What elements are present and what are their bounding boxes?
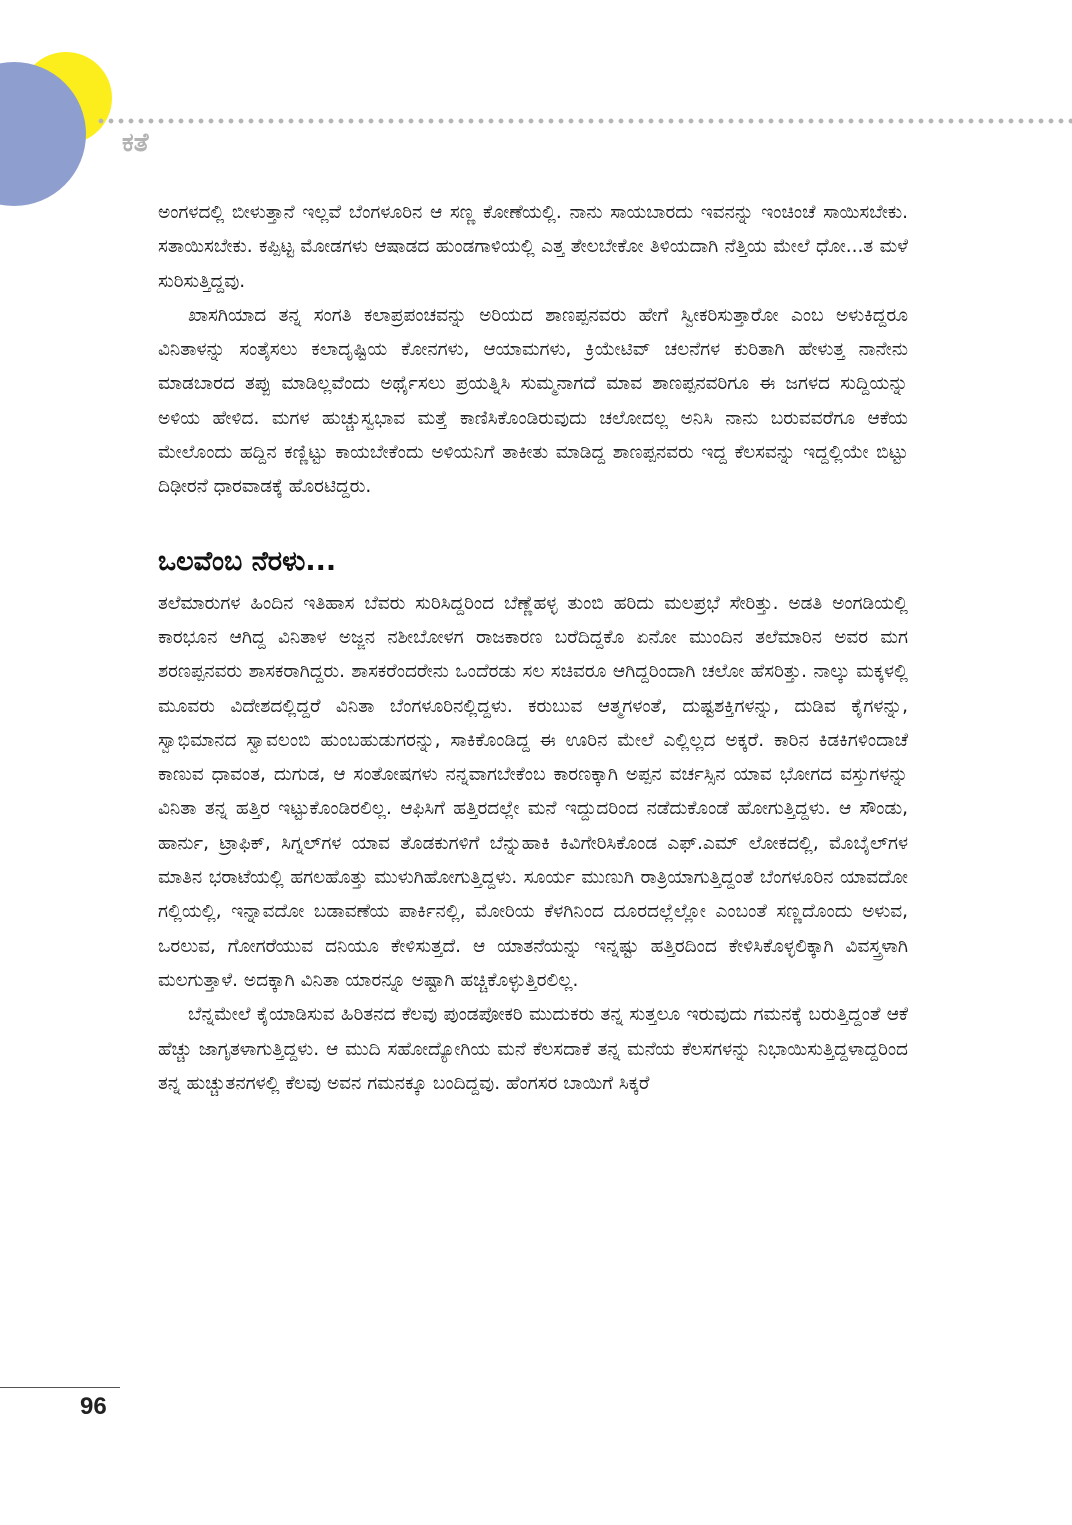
page-number: 96 [80, 1393, 107, 1420]
section-heading: ಒಲವೆಂಬ ನೆರಳು... [158, 545, 337, 577]
paragraph-3: ತಲೆಮಾರುಗಳ ಹಿಂದಿನ ಇತಿಹಾಸ ಬೆವರು ಸುರಿಸಿದ್ದರಿಂದ ಬೆಣ್ಣೆಹಳ್ಳ ತುಂಬಿ ಹರಿದು ಮಲಪ್ರಭೆ ಸೇರಿತ್ತು. ಅಡತಿ ಅಂಗಡಿಯಲ್ಲಿ ಕಾರಭೂನ ಆಗಿದ್ದ ವಿನಿತಾಳ ಅಜ್ಜನ ನಶೀಬೋಳಗ ರಾಜಕಾರಣ ಬರೆದಿದ್ದಕೊ ಏನೋ ಮುಂದಿನ ತಲೆಮಾರಿನ ಅವರ ಮಗ ಶರಣಪ್ಪನವರು ಶಾಸಕರಾಗಿದ್ದರು. ಶಾಸಕರೆಂದರೇನು ಒಂದೆರಡು ಸಲ ಸಚಿವರೂ ಆಗಿದ್ದರಿಂದಾಗಿ ಚಲೋ ಹೆಸರಿತ್ತು. ನಾಲ್ಕು ಮಕ್ಕಳಲ್ಲಿ ಮೂವರು ವಿದೇಶದಲ್ಲಿದ್ದರೆ ವಿನಿತಾ ಬೆಂಗಳೂರಿನಲ್ಲಿದ್ದಳು. ಕರುಬುವ ಆತ್ಮಗಳಂತೆ, ದುಷ್ಟಶಕ್ತಿಗಳನ್ನು, ದುಡಿವ ಕೈಗಳನ್ನು, ಸ್ವಾಭಿಮಾನದ ಸ್ವಾವಲಂಬಿ ಹುಂಬಹುಡುಗರನ್ನು, ಸಾಕಿಕೊಂಡಿದ್ದ ಈ ಊರಿನ ಮೇಲೆ ಎಲ್ಲಿಲ್ಲದ ಅಕ್ಕರೆ. ಕಾರಿನ ಕಿಡಕಿಗಳಿಂದಾಚೆ ಕಾಣುವ ಧಾವಂತ, ದುಗುಡ, ಆ ಸಂತೋಷಗಳು ನನ್ನವಾಗಬೇಕೆಂಬ ಕಾರಣಕ್ಕಾಗಿ ಅಪ್ಪನ ವರ್ಚಸ್ಸಿನ ಯಾವ ಭೋಗದ ವಸ್ತುಗಳನ್ನು ವಿನಿತಾ ತನ್ನ ಹತ್ತಿರ ಇಟ್ಟುಕೊಂಡಿರಲಿಲ್ಲ. ಆಫಿಸಿಗೆ ಹತ್ತಿರದಲ್ಲೇ ಮನೆ ಇದ್ದುದರಿಂದ ನಡೆದುಕೊಂಡೆ ಹೋಗುತ್ತಿದ್ದಳು. ಆ ಸೌಂಡು, ಹಾರ್ನು, ಟ್ರಾಫಿಕ್, ಸಿಗ್ನಲ್‌ಗಳ ಯಾವ ತೊಡಕುಗಳಿಗೆ ಬೆನ್ನುಹಾಕಿ ಕಿವಿಗೇರಿಸಿಕೊಂಡ ಎಫ್.ಎಮ್ ಲೋಕದಲ್ಲಿ, ಮೊಬೈಲ್‌ಗಳ ಮಾತಿನ ಭರಾಟೆಯಲ್ಲಿ ಹಗಲಹೊತ್ತು ಮುಳುಗಿಹೋಗುತ್ತಿದ್ದಳು. ಸೂರ್ಯ ಮುಣುಗಿ ರಾತ್ರಿಯಾಗುತ್ತಿದ್ದಂತೆ ಬೆಂಗಳೂರಿನ ಯಾವದೋ ಗಲ್ಲಿಯಲ್ಲಿ, ಇನ್ನಾವದೋ ಬಡಾವಣೆಯ ಪಾರ್ಕಿನಲ್ಲಿ, ಮೋರಿಯ ಕೆಳಗಿನಿಂದ ದೂರದಲ್ಲೆಲ್ಲೋ ಎಂಬಂತೆ ಸಣ್ಣದೊಂದು ಅಳುವ, ಒರಲುವ, ಗೋಗರೆಯುವ ದನಿಯೂ ಕೇಳಿಸುತ್ತದೆ. ಆ ಯಾತನೆಯನ್ನು ಇನ್ನಷ್ಟು ಹತ್ತಿರದಿಂದ ಕೇಳಿಸಿಕೊಳ್ಳಲಿಕ್ಕಾಗಿ ವಿವಸ್ತ್ರಳಾಗಿ ಮಲಗುತ್ತಾಳೆ. ಅದಕ್ಕಾಗಿ ವಿನಿತಾ ಯಾರನ್ನೂ ಅಷ್ಟಾಗಿ ಹಚ್ಚಿಕೊಳ್ಳುತ್ತಿರಲಿಲ್ಲ. [158, 592, 908, 991]
paragraph-2: ಖಾಸಗಿಯಾದ ತನ್ನ ಸಂಗತಿ ಕಲಾಪ್ರಪಂಚವನ್ನು ಅರಿಯದ ಶಾಣಪ್ಪನವರು ಹೇಗೆ ಸ್ವೀಕರಿಸುತ್ತಾರೋ ಎಂಬ ಅಳುಕಿದ್ದರೂ ವಿನಿತಾಳನ್ನು ಸಂತೈಸಲು ಕಲಾದೃಷ್ಟಿಯ ಕೋನಗಳು, ಆಯಾಮಗಳು, ಕ್ರಿಯೇಟಿವ್ ಚಲನೆಗಳ ಕುರಿತಾಗಿ ಹೇಳುತ್ತ ನಾನೇನು ಮಾಡಬಾರದ ತಪ್ಪು ಮಾಡಿಲ್ಲವೆಂದು ಅರ್ಥೈಸಲು ಪ್ರಯತ್ನಿಸಿ ಸುಮ್ಮನಾಗದೆ ಮಾವ ಶಾಣಪ್ಪನವರಿಗೂ ಈ ಜಗಳದ ಸುದ್ದಿಯನ್ನು ಅಳಿಯ ಹೇಳಿದ. ಮಗಳ ಹುಚ್ಚುಸ್ವಭಾವ ಮತ್ತೆ ಕಾಣಿಸಿಕೊಂಡಿರುವುದು ಚಲೋದಲ್ಲ ಅನಿಸಿ ನಾನು ಬರುವವರೆಗೂ ಆಕೆಯ ಮೇಲೊಂದು ಹದ್ದಿನ ಕಣ್ಣಿಟ್ಟು ಕಾಯಬೇಕೆಂದು ಅಳಿಯನಿಗೆ ತಾಕೀತು ಮಾಡಿದ್ದ ಶಾಣಪ್ಪನವರು ಇದ್ದ ಕೆಲಸವನ್ನು ಇದ್ದಲ್ಲಿಯೇ ಬಿಟ್ಟು ದಿಢೀರನೆ ಧಾರವಾಡಕ್ಕೆ ಹೊರಟಿದ್ದರು. [158, 304, 908, 498]
paragraph-4: ಬೆನ್ನಮೇಲೆ ಕೈಯಾಡಿಸುವ ಹಿರಿತನದ ಕೆಲವು ಪುಂಡಪೋಕರಿ ಮುದುಕರು ತನ್ನ ಸುತ್ತಲೂ ಇರುವುದು ಗಮನಕ್ಕೆ ಬರುತ್ತಿದ್ದಂತೆ ಆಕೆ ಹೆಚ್ಚು ಜಾಗೃತಳಾಗುತ್ತಿದ್ದಳು. ಆ ಮುದಿ ಸಹೋದ್ಯೋಗಿಯ ಮನೆ ಕೆಲಸದಾಕೆ ತನ್ನ ಮನೆಯ ಕೆಲಸಗಳನ್ನು ನಿಭಾಯಿಸುತ್ತಿದ್ದಳಾದ್ದರಿಂದ ತನ್ನ ಹುಚ್ಚುತನಗಳಲ್ಲಿ ಕೆಲವು ಅವನ ಗಮನಕ್ಕೂ ಬಂದಿದ್ದವು. ಹೆಂಗಸರ ಬಾಯಿಗೆ ಸಿಕ್ಕರೆ [158, 1004, 908, 1094]
article-body [158, 196, 908, 1101]
paragraph-1: ಅಂಗಳದಲ್ಲಿ ಬೀಳುತ್ತಾನೆ ಇಲ್ಲವೆ ಬೆಂಗಳೂರಿನ ಆ ಸಣ್ಣ ಕೋಣೆಯಲ್ಲಿ. ನಾನು ಸಾಯಬಾರದು ಇವನನ್ನು ಇಂಚಿಂಚೆ ಸಾಯಿಸಬೇಕು. ಸತಾಯಿಸಬೇಕು. ಕಪ್ಪಿಟ್ಟ ಮೋಡಗಳು ಆಷಾಡದ ಹುಂಡಗಾಳಿಯಲ್ಲಿ ಎತ್ತ ತೇಲಬೇಕೋ ತಿಳಿಯದಾಗಿ ನೆತ್ತಿಯ ಮೇಲೆ ಧೋ...ತ ಮಳೆ ಸುರಿಸುತ್ತಿದ್ದವು. [158, 202, 908, 292]
footer-rule [0, 1387, 120, 1388]
dotted-header-rule [96, 118, 1072, 124]
section-label: ಕತೆ [122, 128, 149, 158]
